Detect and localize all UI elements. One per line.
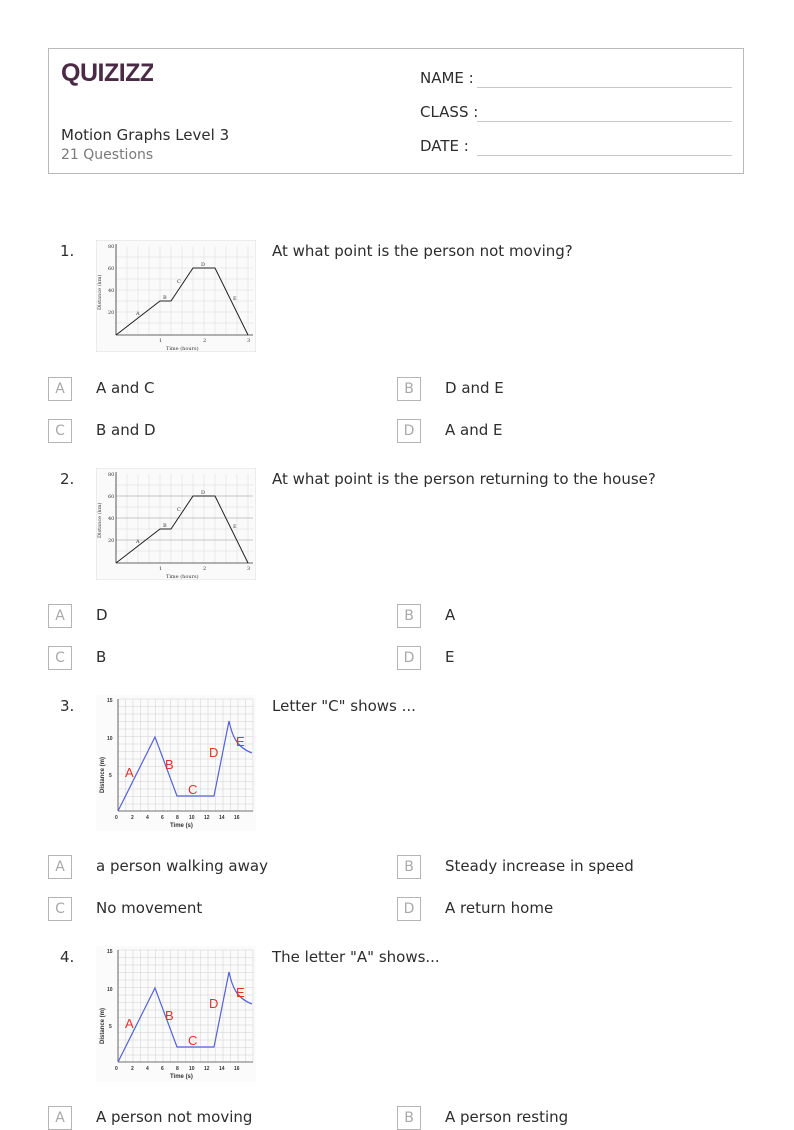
y-tick: 40 <box>108 288 115 294</box>
option-text: B and D <box>96 421 156 439</box>
x-tick: 0 <box>115 1066 118 1072</box>
option-text: A person not moving <box>96 1108 253 1126</box>
y-tick: 60 <box>108 266 115 272</box>
segment-label-c: C <box>188 782 198 797</box>
segment-label-d: D <box>209 996 219 1011</box>
y-tick: 5 <box>109 1024 112 1030</box>
x-tick: 10 <box>189 1066 195 1072</box>
option-letter-box[interactable]: B <box>397 1106 421 1130</box>
x-tick: 6 <box>161 815 164 821</box>
y-tick: 40 <box>108 516 115 522</box>
x-tick: 2 <box>203 338 207 344</box>
question-count: 21 Questions <box>61 147 154 163</box>
y-tick: 20 <box>108 538 115 544</box>
option-text: No movement <box>96 899 203 917</box>
x-tick: 4 <box>146 1066 149 1072</box>
y-axis-label: Distance (m) <box>100 756 106 793</box>
date-line <box>477 155 732 156</box>
segment-label-e: E <box>233 524 237 530</box>
class-line <box>477 121 732 122</box>
segment-label-e: E <box>233 296 237 302</box>
y-tick: 20 <box>108 310 115 316</box>
question-number: 2. <box>60 470 75 488</box>
x-tick: 2 <box>131 1066 134 1072</box>
x-tick: 8 <box>176 815 179 821</box>
x-tick: 4 <box>146 815 149 821</box>
segment-label-c: C <box>188 1033 198 1048</box>
x-tick: 1 <box>159 566 163 572</box>
question-text: At what point is the person not moving? <box>272 242 573 260</box>
question-text: Letter "C" shows ... <box>272 697 416 715</box>
question-number: 3. <box>60 697 75 715</box>
class-label: CLASS : <box>420 103 479 121</box>
segment-label-a: A <box>125 765 134 780</box>
segment-label-a: A <box>136 311 140 317</box>
option-text: D <box>96 606 108 624</box>
x-axis-label: Time (hours) <box>166 346 199 352</box>
y-tick: 15 <box>107 949 113 955</box>
option-text: A return home <box>445 899 554 917</box>
date-label: DATE : <box>420 137 469 155</box>
option-text: E <box>445 648 455 666</box>
option-text: A person resting <box>445 1108 569 1126</box>
segment-label-b: B <box>163 295 167 301</box>
segment-label-d: D <box>209 745 219 760</box>
quizizz-logo <box>61 59 153 91</box>
svg-text:QUIZIZZ: QUIZIZZ <box>61 59 153 87</box>
option-text: A <box>445 606 456 624</box>
worksheet-header <box>48 48 744 174</box>
option-text: D and E <box>445 379 504 397</box>
segment-label-d: D <box>201 262 206 268</box>
x-axis-label: Time (s) <box>170 823 193 829</box>
distance-time-graph-image <box>96 240 256 352</box>
option-letter-box[interactable]: B <box>397 377 421 401</box>
segment-label-a: A <box>125 1016 134 1031</box>
option-letter-box[interactable]: B <box>397 604 421 628</box>
y-tick: 80 <box>108 244 115 250</box>
option-letter-box[interactable]: D <box>397 897 421 921</box>
segment-label-d: D <box>201 490 206 496</box>
y-axis-label: Distance (m) <box>100 1007 106 1044</box>
option-letter-box[interactable]: A <box>48 377 72 401</box>
name-label: NAME : <box>420 69 474 87</box>
segment-label-c: C <box>177 279 181 285</box>
segment-label-c: C <box>177 507 181 513</box>
x-axis-label: Time (hours) <box>166 574 199 580</box>
option-letter-box[interactable]: A <box>48 604 72 628</box>
y-axis-label: Distance (km) <box>97 502 103 538</box>
segment-label-e: E <box>236 734 245 749</box>
x-tick: 12 <box>204 815 210 821</box>
option-letter-box[interactable]: A <box>48 1106 72 1130</box>
x-tick: 8 <box>176 1066 179 1072</box>
x-tick: 14 <box>219 1066 225 1072</box>
option-letter-box[interactable]: B <box>397 855 421 879</box>
option-letter-box[interactable]: D <box>397 646 421 670</box>
segment-label-b: B <box>165 757 174 772</box>
x-tick: 3 <box>247 338 251 344</box>
option-letter-box[interactable]: C <box>48 646 72 670</box>
question-number: 4. <box>60 948 75 966</box>
x-tick: 16 <box>234 1066 240 1072</box>
y-tick: 10 <box>107 736 113 742</box>
x-tick: 1 <box>159 338 163 344</box>
option-letter-box[interactable]: A <box>48 855 72 879</box>
x-tick: 16 <box>234 815 240 821</box>
y-tick: 60 <box>108 494 115 500</box>
option-letter-box[interactable]: D <box>397 419 421 443</box>
worksheet-title: Motion Graphs Level 3 <box>61 126 230 144</box>
distance-time-graph-image <box>96 468 256 580</box>
x-tick: 2 <box>203 566 207 572</box>
x-tick: 14 <box>219 815 225 821</box>
x-tick: 12 <box>204 1066 210 1072</box>
y-axis-label: Distance (km) <box>97 274 103 310</box>
option-text: A and C <box>96 379 155 397</box>
option-text: Steady increase in speed <box>445 857 634 875</box>
question-text: The letter "A" shows... <box>272 948 440 966</box>
name-line <box>477 87 732 88</box>
option-letter-box[interactable]: C <box>48 419 72 443</box>
y-tick: 15 <box>107 698 113 704</box>
option-text: B <box>96 648 107 666</box>
distance-time-graph-image <box>96 695 256 831</box>
x-tick: 3 <box>247 566 251 572</box>
segment-label-a: A <box>136 539 140 545</box>
y-tick: 10 <box>107 987 113 993</box>
segment-label-e: E <box>236 985 245 1000</box>
option-text: A and E <box>445 421 503 439</box>
question-text: At what point is the person returning to the house? <box>272 470 656 488</box>
x-tick: 2 <box>131 815 134 821</box>
class-field[interactable] <box>420 103 478 121</box>
option-letter-box[interactable]: C <box>48 897 72 921</box>
name-field[interactable] <box>420 69 474 87</box>
y-tick: 5 <box>109 773 112 779</box>
x-tick: 0 <box>115 815 118 821</box>
x-tick: 6 <box>161 1066 164 1072</box>
distance-time-graph-image <box>96 946 256 1082</box>
segment-label-b: B <box>163 523 167 529</box>
option-text: a person walking away <box>96 857 268 875</box>
date-field[interactable] <box>420 137 469 155</box>
question-number: 1. <box>60 242 75 260</box>
x-axis-label: Time (s) <box>170 1074 193 1080</box>
x-tick: 10 <box>189 815 195 821</box>
segment-label-b: B <box>165 1008 174 1023</box>
y-tick: 80 <box>108 472 115 478</box>
